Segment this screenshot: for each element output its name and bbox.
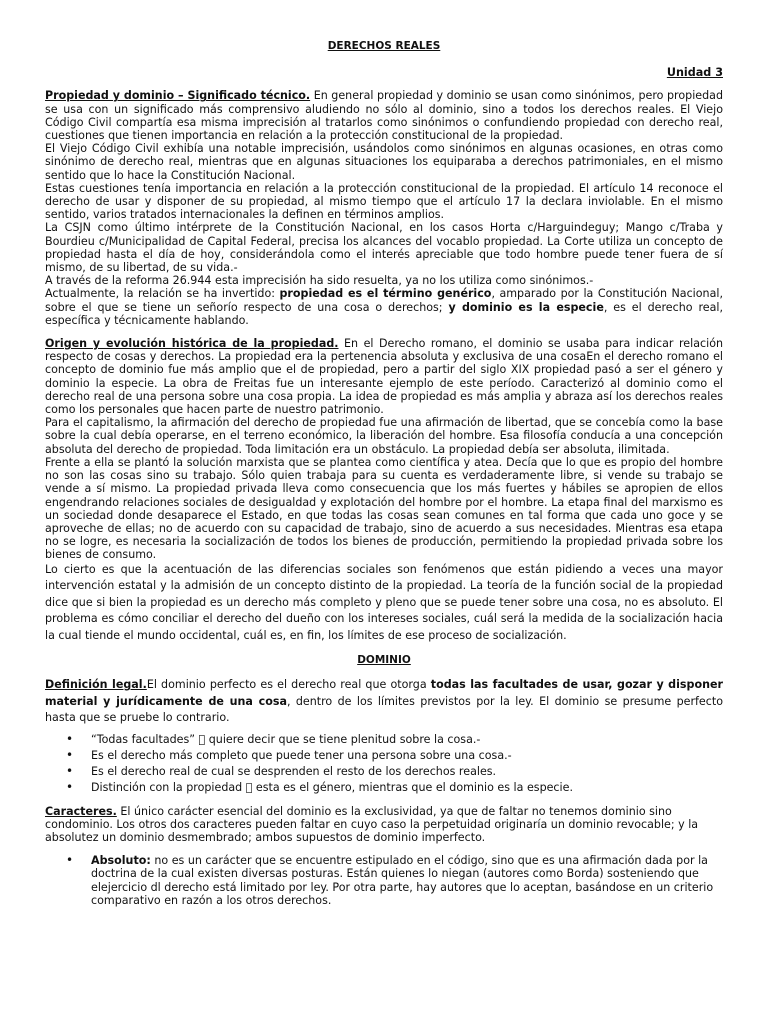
section-heading: Caracteres. xyxy=(45,804,117,818)
section-origen-p2: Para el capitalismo, la afirmación del derecho de propiedad fue una afirmación de libertad, que se concebía como la base sobre la cual debía operarse, en el terreno económico, la liberación del hombre. Esa filosofía conducía a una concepción absoluta del derecho de propiedad. Toda limitación era un obstáculo. La propiedad debía ser absoluta, ilimitada. xyxy=(45,416,723,456)
unit-label: Unidad 3 xyxy=(666,66,723,80)
paragraph-text: En general propiedad y dominio se usan como sinónimos, pero propiedad se usa con un significado más comprensivo aludiendo no sólo al dominio, sino a todos los derechos reales. El Viejo Código Civil compartía esa misma imprecisión al tratarlos como sinónimos o confundiendo propiedad con derecho real, cuestiones que tienen importancia en relación a la protección constitucional de la propiedad. xyxy=(45,89,723,143)
paragraph-text: En el Derecho romano, el dominio se usaba para indicar relación respecto de cosas y derechos. La propiedad era la pertenencia absoluta y exclusiva de una cosaEn el derecho romano el concepto de dominio fue más amplio que el de propiedad, pero a partir del siglo XIX propiedad pasó a ser el género y dominio la especie. La obra de Freitas fue un interesante ejemplo de este período. Caracterizó al dominio como el derecho real de una persona sobre una cosa propia. La idea de propiedad es más amplia y abraza así los derechos reales como los personales que hacen parte de nuestro patrimonio. xyxy=(45,337,724,417)
bold-text: Absoluto: xyxy=(91,854,151,868)
section-definicion-p1 xyxy=(45,677,723,727)
paragraph-text: El dominio perfecto es el derecho real que otorga xyxy=(146,678,431,692)
paragraph-text: Actualmente, la relación se ha invertido: xyxy=(45,287,280,301)
list-item: • Distinción con la propiedad   esta es el género, mientras que el dominio es la especie. xyxy=(91,781,723,794)
paragraph-text: El único carácter esencial del dominio es la exclusividad, ya que de faltar no tenemos dominio sino condominio. Los otros dos caracteres pueden faltar en cuyo caso la perpetuidad originaría un dominio revocable; y la absolutez un dominio desmembrado; ambos supuestos de dominio imperfecto. xyxy=(45,804,699,844)
paragraph-text: , es el derecho real, específica y técnicamente hablando. xyxy=(45,300,723,327)
section-heading: Definición legal. xyxy=(45,678,147,692)
list-item: • Es el derecho real de cual se desprenden el resto de los derechos reales. xyxy=(91,765,723,778)
section-origen-p3: Frente a ella se plantó la solución marxista que se plantea como científica y atea. Decía que lo que es propio del hombre no son las cosas sino su trabajo. Sólo quien trabaja para su cuenta es verdaderamente libre, si vende su trabajo se vende a sí mismo. La propiedad privada lleva como consecuencia que los más fuertes y hábiles se apropien de ellos engendrando relaciones sociales de desigualdad y explotación del hombre por el hombre. La etapa final del marxismo es un sociedad donde desaparece el Estado, en que todas las cosas sean comunes en tal forma que cada uno goce y se aproveche de ellas; no de acuerdo con su capacidad de trabajo, sino de acuerdo a sus necesidades. Mientras esa etapa no se logre, es necesaria la socialización de todos los bienes de producción, permitiendo la propiedad privada sobre los bienes de consumo. xyxy=(45,455,723,562)
section-propiedad-p1 xyxy=(45,89,723,142)
section-propiedad-p4: La CSJN como último intérprete de la Constitución Nacional, en los casos Horta c/Harguindeguy; Mango c/Traba y Bourdieu c/Municipalidad de Capital Federal, precisa los alcances del vocablo propiedad. La Corte utiliza un concepto de propiedad hasta el día de hoy, considerándola como el interés apreciable que todo hombre puede tener fuera de sí mismo, de su libertad, de su vida.- xyxy=(45,221,723,275)
section-title-dominio: DOMINIO xyxy=(357,654,411,667)
list-item xyxy=(91,854,723,907)
section-heading: Origen y evolución histórica de la propiedad. xyxy=(45,337,339,351)
paragraph-text: , dentro de los límites previstos por la ley. El dominio se presume perfecto hasta que se pruebe lo contrario. xyxy=(45,694,723,725)
paragraph-text: , amparado por la Constitución Nacional, sobre el que se tiene un señorío respecto de una cosa o derechos; xyxy=(45,287,723,314)
bold-text: y dominio es la especie xyxy=(448,300,604,314)
list-item: • “Todas facultades”   quiere decir que se tiene plenitud sobre la cosa.- xyxy=(91,733,723,746)
section-caracteres-p1 xyxy=(45,805,723,845)
document-title: DERECHOS REALES xyxy=(327,40,441,52)
bold-text: todas las facultades de usar, gozar y disponer material y jurídicamente de una cosa xyxy=(45,678,723,708)
section-heading: Propiedad y dominio – Significado técnico. xyxy=(45,89,311,103)
bold-text: propiedad es el término genérico xyxy=(279,287,492,301)
section-propiedad-p2: El Viejo Código Civil exhibía una notable imprecisión, usándolos como sinónimos en algunas ocasiones, en otras como sinónimo de derecho real, mientras que en algunas situaciones los equiparaba a derechos patrimoniales, en el mismo sentido que lo hace la Constitución Nacional. xyxy=(45,142,723,182)
definition-bullet-list xyxy=(45,733,723,795)
list-item: • Es el derecho más completo que puede tener una persona sobre una cosa.- xyxy=(91,749,723,762)
section-propiedad-p6 xyxy=(45,287,723,327)
section-propiedad-p5: A través de la reforma 26.944 esta imprecisión ha sido resuelta, ya no los utiliza como sinónimos.- xyxy=(45,274,594,288)
document-body xyxy=(45,40,723,910)
section-origen-p1 xyxy=(45,337,723,416)
section-propiedad-p3: Estas cuestiones tenía importancia en relación a la protección constitucional de la propiedad. El artículo 14 reconoce el derecho de usar y disponer de su propiedad, al mismo tiempo que el artículo 17 la declara inviolable. En el mismo sentido, varios tratados internacionales la definen en términos amplios. xyxy=(45,181,723,222)
caracteres-bullet-list xyxy=(45,854,723,907)
paragraph-text: no es un carácter que se encuentre estipulado en el código, sino que es una afirmación dada por la doctrina de la cual existen diversas posturas. Están quienes lo niegan (autores como Borda) sosteniendo que elejercicio dl derecho está limitado por ley. Por otra parte, hay autores que lo aceptan, basándose en un criterio comparativo en razón a los otros derechos. xyxy=(91,854,714,907)
section-origen-p4: Lo cierto es que la acentuación de las diferencias sociales son fenómenos que están pidiendo a veces una mayor intervención estatal y la admisión de un concepto distinto de la propiedad. La teoría de la función social de la propiedad dice que si bien la propiedad es un derecho más completo y pleno que se puede tener sobre una cosa, no es absoluto. El problema es cómo conciliar el derecho del dueño con los intereses sociales, cuál será la medida de la socialización hacia la cual tiende el mundo occidental, cuál es, en fin, los límites de ese proceso de socialización. xyxy=(45,562,723,642)
